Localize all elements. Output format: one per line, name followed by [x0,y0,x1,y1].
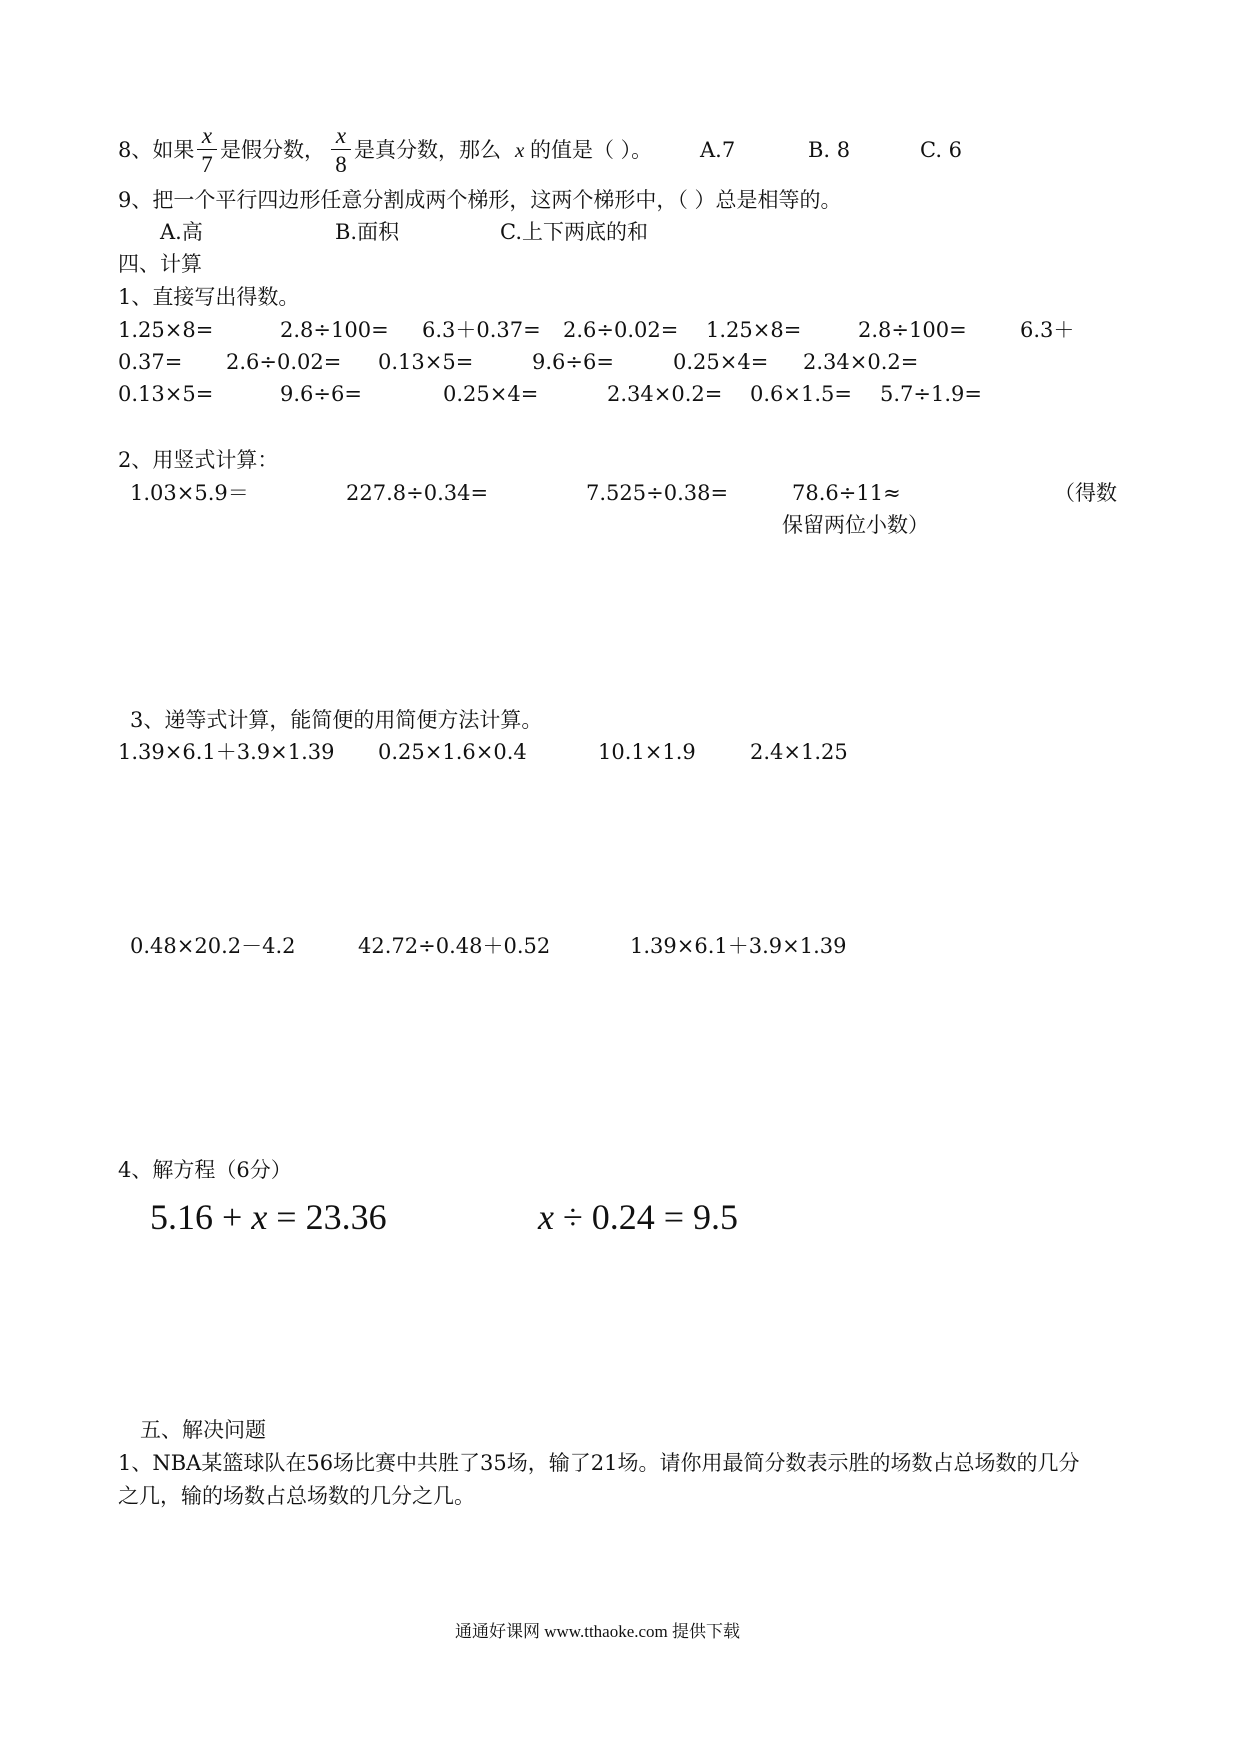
equation-2 [538,1196,738,1238]
part-4-title: 4、解方程（6分） [118,1158,292,1182]
mental-calc-item: 2.34×0.2= [607,382,723,406]
mental-calc-item: 6.3＋ [1020,318,1075,342]
equation-1 [150,1196,387,1238]
q9-option-b: B.面积 [335,220,400,244]
mental-calc-item: 9.6÷6= [532,350,614,374]
q8-variable: x [515,138,525,162]
section-4-title: 四、计算 [118,252,202,276]
mental-calc-item: 0.13×5= [118,382,214,406]
mental-calc-item: 2.8÷100= [280,318,389,342]
mental-calc-item: 9.6÷6= [280,382,362,406]
equation-1-right: = 23.36 [267,1197,387,1237]
vertical-calc-item: 1.03×5.9＝ [130,481,249,505]
fraction-numerator: x [201,123,213,148]
stepwise-calc-item: 1.39×6.1＋3.9×1.39 [118,740,335,764]
mental-calc-item: 2.6÷0.02= [563,318,679,342]
part-3-title: 3、递等式计算，能简便的用简便方法计算。 [130,708,543,732]
stepwise-calc-item: 42.72÷0.48＋0.52 [358,934,551,958]
q8-option-b: B. 8 [808,138,851,162]
q8-middle-text-2: 是真分数，那么 [354,138,501,162]
mental-calc-item: 1.25×8= [118,318,214,342]
q8-suffix: 的值是（ ）。 [530,138,653,162]
q8-fraction-x-over-7 [196,124,218,176]
equation-1-variable: x [251,1197,268,1237]
fraction-denominator: 7 [201,152,213,177]
equation-2-variable: x [538,1197,554,1237]
q8-prefix: 8、如果 [118,138,195,162]
q8-middle-text: 是假分数， [220,138,325,162]
vertical-calc-item: 7.525÷0.38= [586,481,729,505]
footer-credit: 通通好课网 www.tthaoke.com 提供下载 [455,1622,741,1641]
mental-calc-item: 0.13×5= [378,350,474,374]
mental-calc-item: 0.6×1.5= [750,382,852,406]
mental-calc-item: 1.25×8= [706,318,802,342]
rounding-note-cont: 保留两位小数） [782,513,929,537]
stepwise-calc-item: 10.1×1.9 [598,740,696,764]
part-1-title: 1、直接写出得数。 [118,285,300,309]
fraction-denominator: 8 [335,152,347,177]
stepwise-calc-item: 0.48×20.2－4.2 [130,934,296,958]
word-problem-1: 1、NBA某篮球队在56场比赛中共胜了35场，输了21场。请你用最简分数表示胜的场数占总场数的几分 [118,1451,1080,1475]
vertical-calc-item: 78.6÷11≈ [792,481,901,505]
equation-2-right: ÷ 0.24 = 9.5 [553,1197,739,1237]
stepwise-calc-item: 2.4×1.25 [750,740,848,764]
fraction-numerator: x [335,123,347,148]
stepwise-calc-item: 0.25×1.6×0.4 [378,740,527,764]
mental-calc-item: 0.25×4= [443,382,539,406]
q8-option-c: C. 6 [920,138,963,162]
q8-option-a: A.7 [700,138,736,162]
mental-calc-item: 0.37= [118,350,183,374]
word-problem-1-cont: 之几，输的场数占总场数的几分之几。 [118,1484,475,1508]
equation-1-left: 5.16 + [150,1197,252,1237]
mental-calc-item: 2.34×0.2= [803,350,919,374]
q9-option-a: A.高 [160,220,203,244]
section-5-title: 五、解决问题 [140,1418,266,1442]
mental-calc-item: 2.8÷100= [858,318,967,342]
mental-calc-item: 2.6÷0.02= [226,350,342,374]
part-2-title: 2、用竖式计算： [118,448,279,472]
q8-fraction-x-over-8 [330,124,352,176]
rounding-note: （得数 [1054,481,1117,505]
q9-option-c: C.上下两底的和 [500,220,648,244]
q9-text: 9、把一个平行四边形任意分割成两个梯形，这两个梯形中，（ ）总是相等的。 [118,188,842,212]
stepwise-calc-item: 1.39×6.1＋3.9×1.39 [630,934,847,958]
vertical-calc-item: 227.8÷0.34= [346,481,489,505]
mental-calc-item: 0.25×4= [673,350,769,374]
mental-calc-item: 5.7÷1.9= [880,382,982,406]
mental-calc-item: 6.3＋0.37= [422,318,541,342]
